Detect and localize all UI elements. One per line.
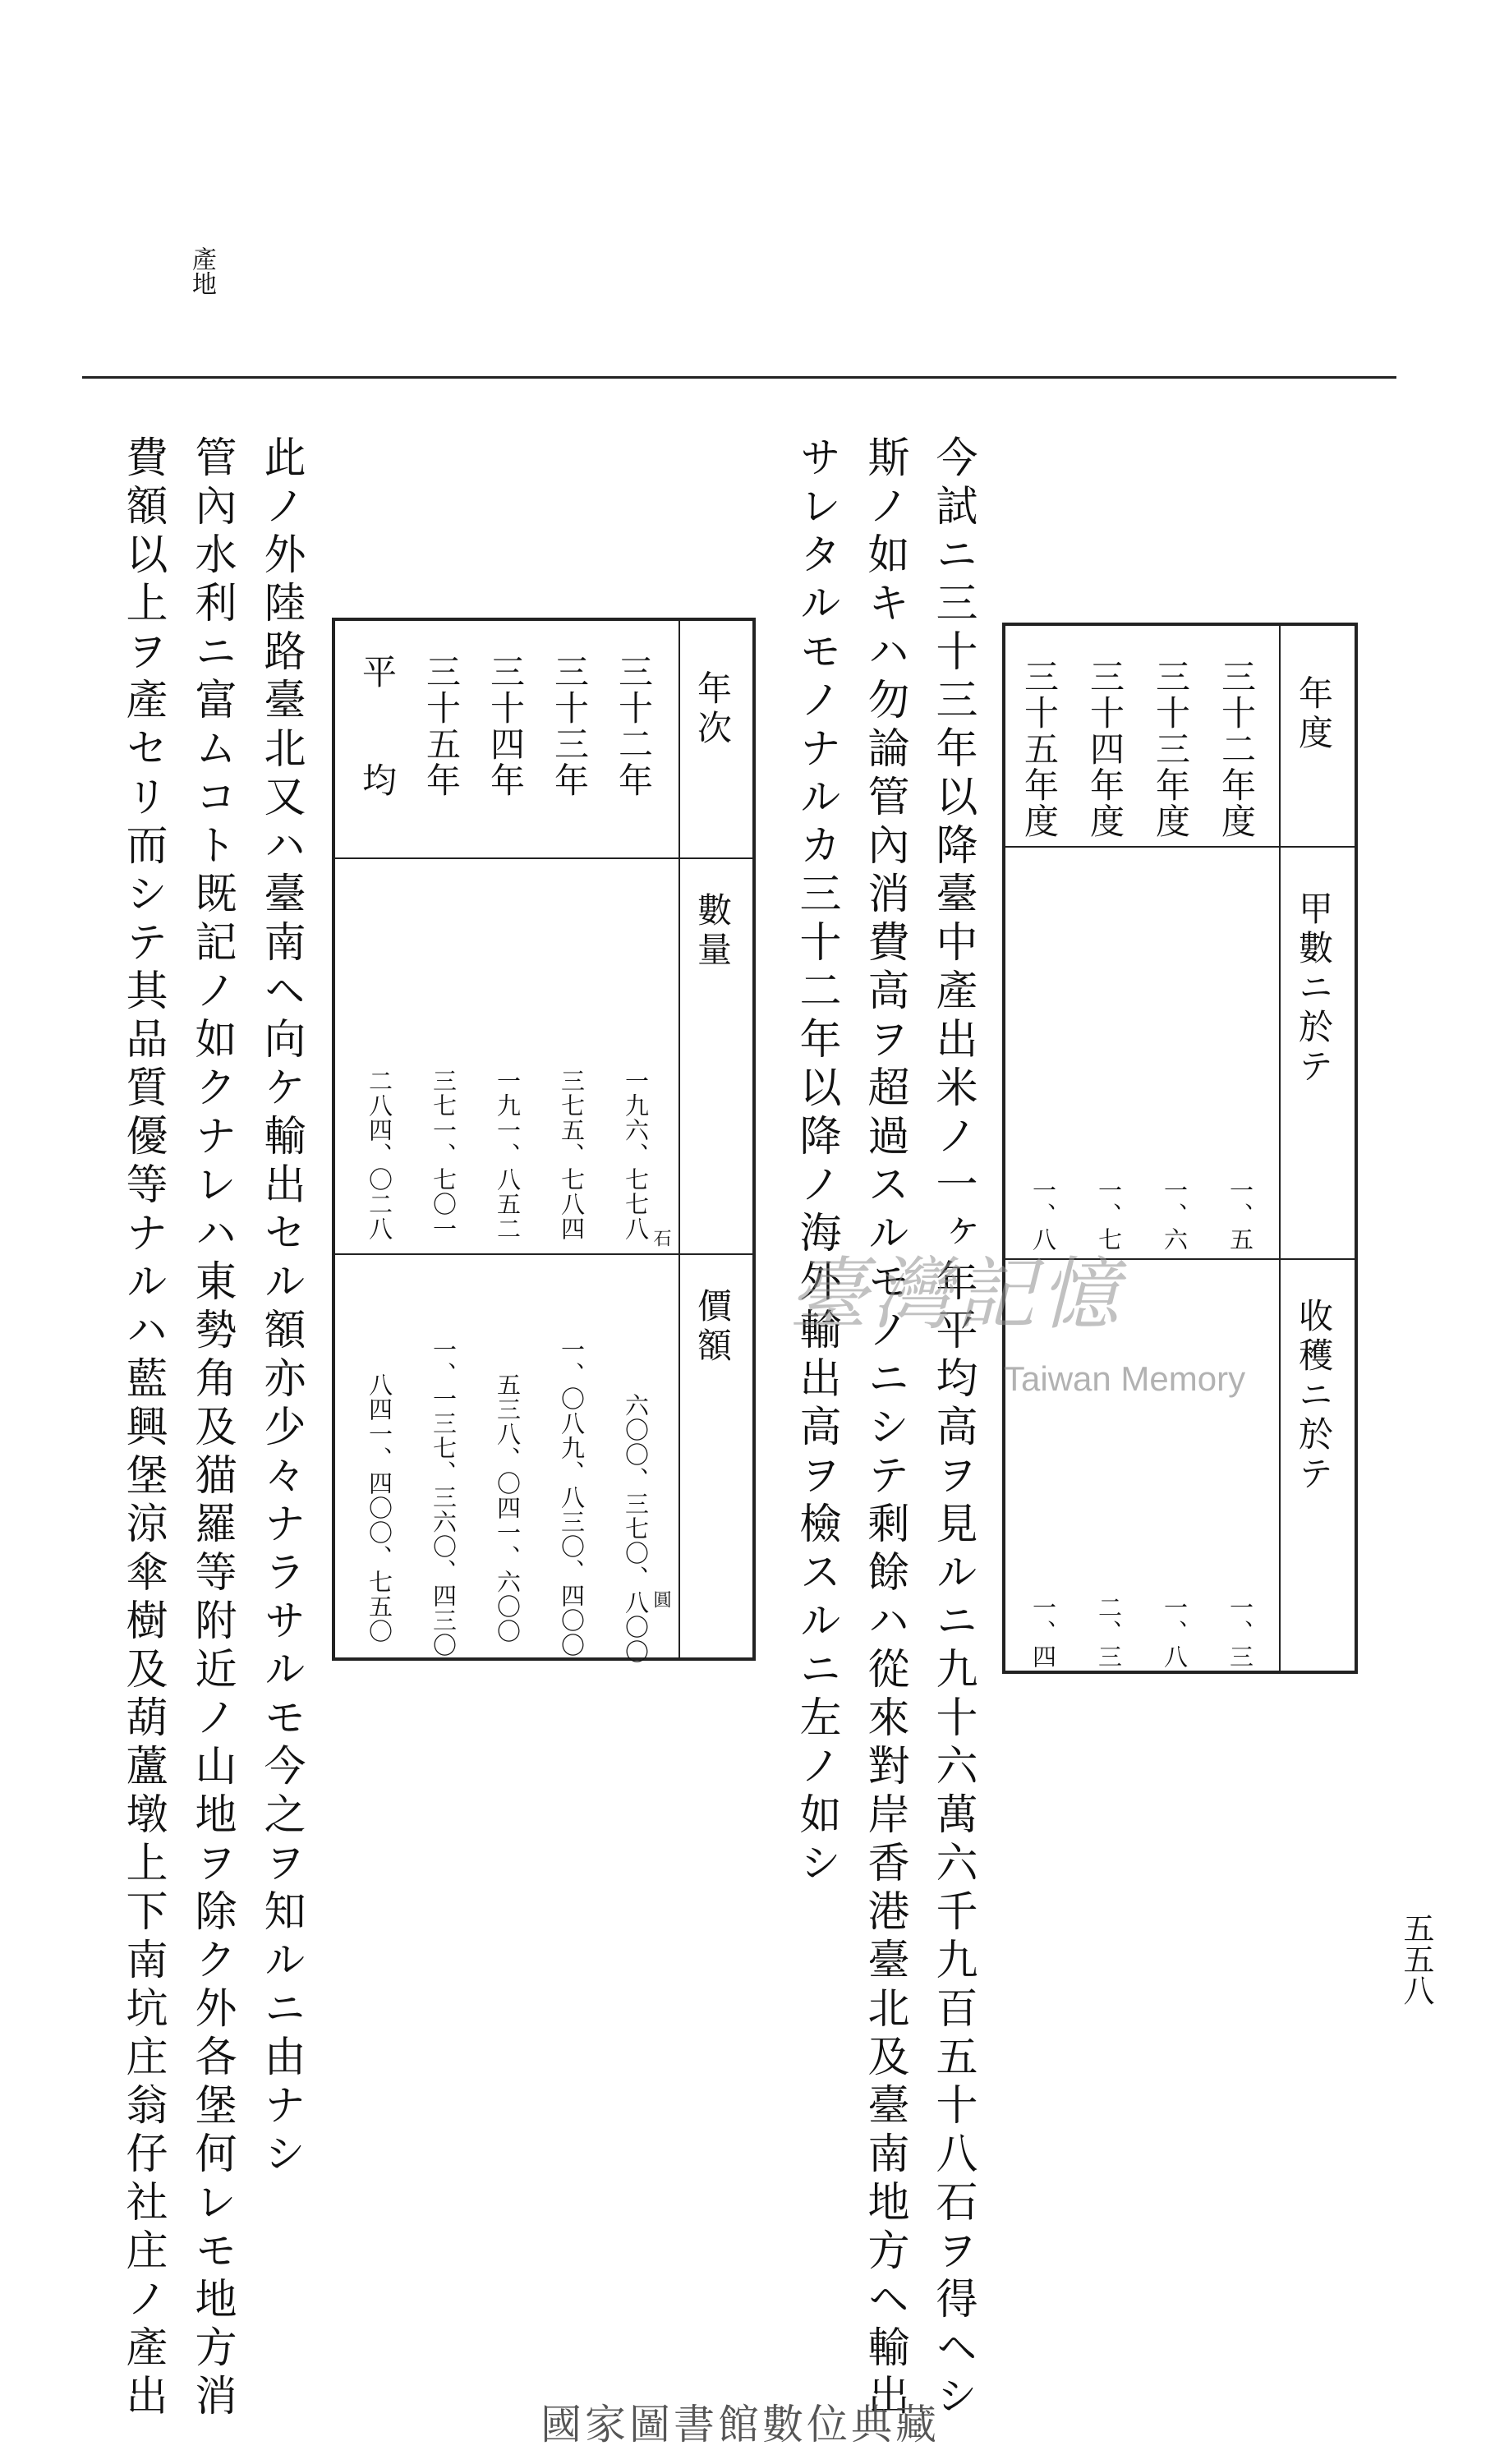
table-1-shukaku-value: 一、八	[1161, 1595, 1189, 1669]
table-2-quantity-value: 三七五、七八四	[558, 1069, 586, 1241]
table-2-row-year: 三十三年	[550, 654, 590, 798]
table-1-kou-value: 一、六	[1161, 1178, 1189, 1252]
paragraph-1-column-3: サレタルモノナルカ三十二年以降ノ海外輸出高ヲ檢スルニ左ノ如シ	[792, 435, 840, 1889]
table-2-mid-rule	[335, 1253, 752, 1255]
paragraph-2-column-3: 費額以上ヲ產セリ而シテ其品質優等ナルハ藍興堡涼傘樹及葫蘆墩上下南坑庄翁仔社庄ノ產出	[118, 435, 167, 2422]
table-2-header-quantity: 數量	[692, 892, 733, 971]
table-1-kou-value: 一、八	[1029, 1178, 1057, 1252]
taiwan-memory-logo: 臺灣記憶	[789, 1248, 1124, 1340]
table-2-value-unit: 圓	[651, 1590, 671, 1608]
library-watermark: 國家圖書館數位典藏	[540, 2401, 940, 2448]
page-number: 五五八	[1398, 1912, 1434, 2006]
table-2-row-year: 三十四年	[485, 654, 526, 798]
table-export	[332, 618, 756, 1664]
table-1-shukaku-value: 一、四	[1029, 1595, 1057, 1669]
table-1-shukaku-value: 一、三	[1226, 1595, 1254, 1669]
table-2-header-value: 價額	[692, 1288, 733, 1367]
table-1-header-kou: 甲數ニ於テ	[1294, 890, 1334, 1087]
table-2-value-value: 六〇〇、三七〇、八〇〇	[622, 1393, 650, 1664]
table-1-kou-value: 一、五	[1226, 1178, 1254, 1252]
table-2-value-value: 五三八、〇四一、六〇〇	[494, 1372, 522, 1643]
table-2-row-year: 平 均	[357, 654, 398, 798]
table-1-row-year: 三十二年度	[1217, 659, 1257, 839]
table-yield-ratio	[1002, 623, 1358, 1674]
table-1-row-year: 三十四年度	[1085, 659, 1125, 839]
table-1-kou-value: 一、七	[1095, 1178, 1123, 1252]
table-2-quantity-value: 二八四、〇二八	[366, 1069, 393, 1241]
table-2-quantity-value: 三七一、七〇一	[430, 1069, 458, 1241]
table-2-value-value: 一、一三七、三六〇、四三〇	[430, 1337, 458, 1657]
table-2-quantity-unit: 石	[651, 1229, 671, 1247]
table-2-value-value: 八四一、四〇〇、七五〇	[366, 1372, 393, 1643]
table-1-header-year: 年度	[1294, 675, 1334, 754]
table-2-row-year: 三十二年	[614, 654, 654, 798]
table-2-row-year: 三十五年	[421, 654, 462, 798]
table-2-header-year: 年次	[692, 670, 733, 749]
paragraph-2-column-1: 此ノ外陸路臺北又ハ臺南ヘ向ケ輸出セル額亦少々ナラサルモ今之ヲ知ルニ由ナシ	[256, 435, 305, 2180]
paragraph-2-column-2: 管內水利ニ富ムコト既記ノ如クナレハ東勢角及猫羅等附近ノ山地ヲ除ク外各堡何レモ地方消	[187, 435, 236, 2422]
taiwan-memory-logo-text: Taiwan Memory	[1004, 1359, 1246, 1398]
section-label: 產地	[187, 246, 216, 296]
paragraph-1-column-2: 斯ノ如キハ勿論管內消費高ヲ超過スルモノニシテ剩餘ハ從來對岸香港臺北及臺南地方ヘ輸出	[860, 435, 908, 2422]
table-2-quantity-value: 一九一、八五二	[494, 1069, 522, 1241]
table-2-column-rule	[678, 621, 680, 1657]
top-rule	[82, 376, 1396, 379]
table-2-header-rule	[335, 857, 752, 859]
table-2-value-value: 一、〇八九、八三〇、四〇〇	[558, 1337, 586, 1657]
table-1-header-shukaku: 收穫ニ於テ	[1294, 1298, 1334, 1495]
table-1-column-rule	[1279, 626, 1281, 1671]
paragraph-1-column-1: 今試ニ三十三年以降臺中產出米ノ一ヶ年平均高ヲ見ルニ九十六萬六千九百五十八石ヲ得ヘシ	[928, 435, 977, 2422]
table-1-header-rule	[1005, 846, 1355, 848]
table-2-quantity-value: 一九六、七七八	[622, 1069, 650, 1241]
table-1-row-year: 三十五年度	[1019, 659, 1060, 839]
table-1-shukaku-value: 二、三	[1095, 1595, 1123, 1669]
table-1-row-year: 三十三年度	[1151, 659, 1191, 839]
